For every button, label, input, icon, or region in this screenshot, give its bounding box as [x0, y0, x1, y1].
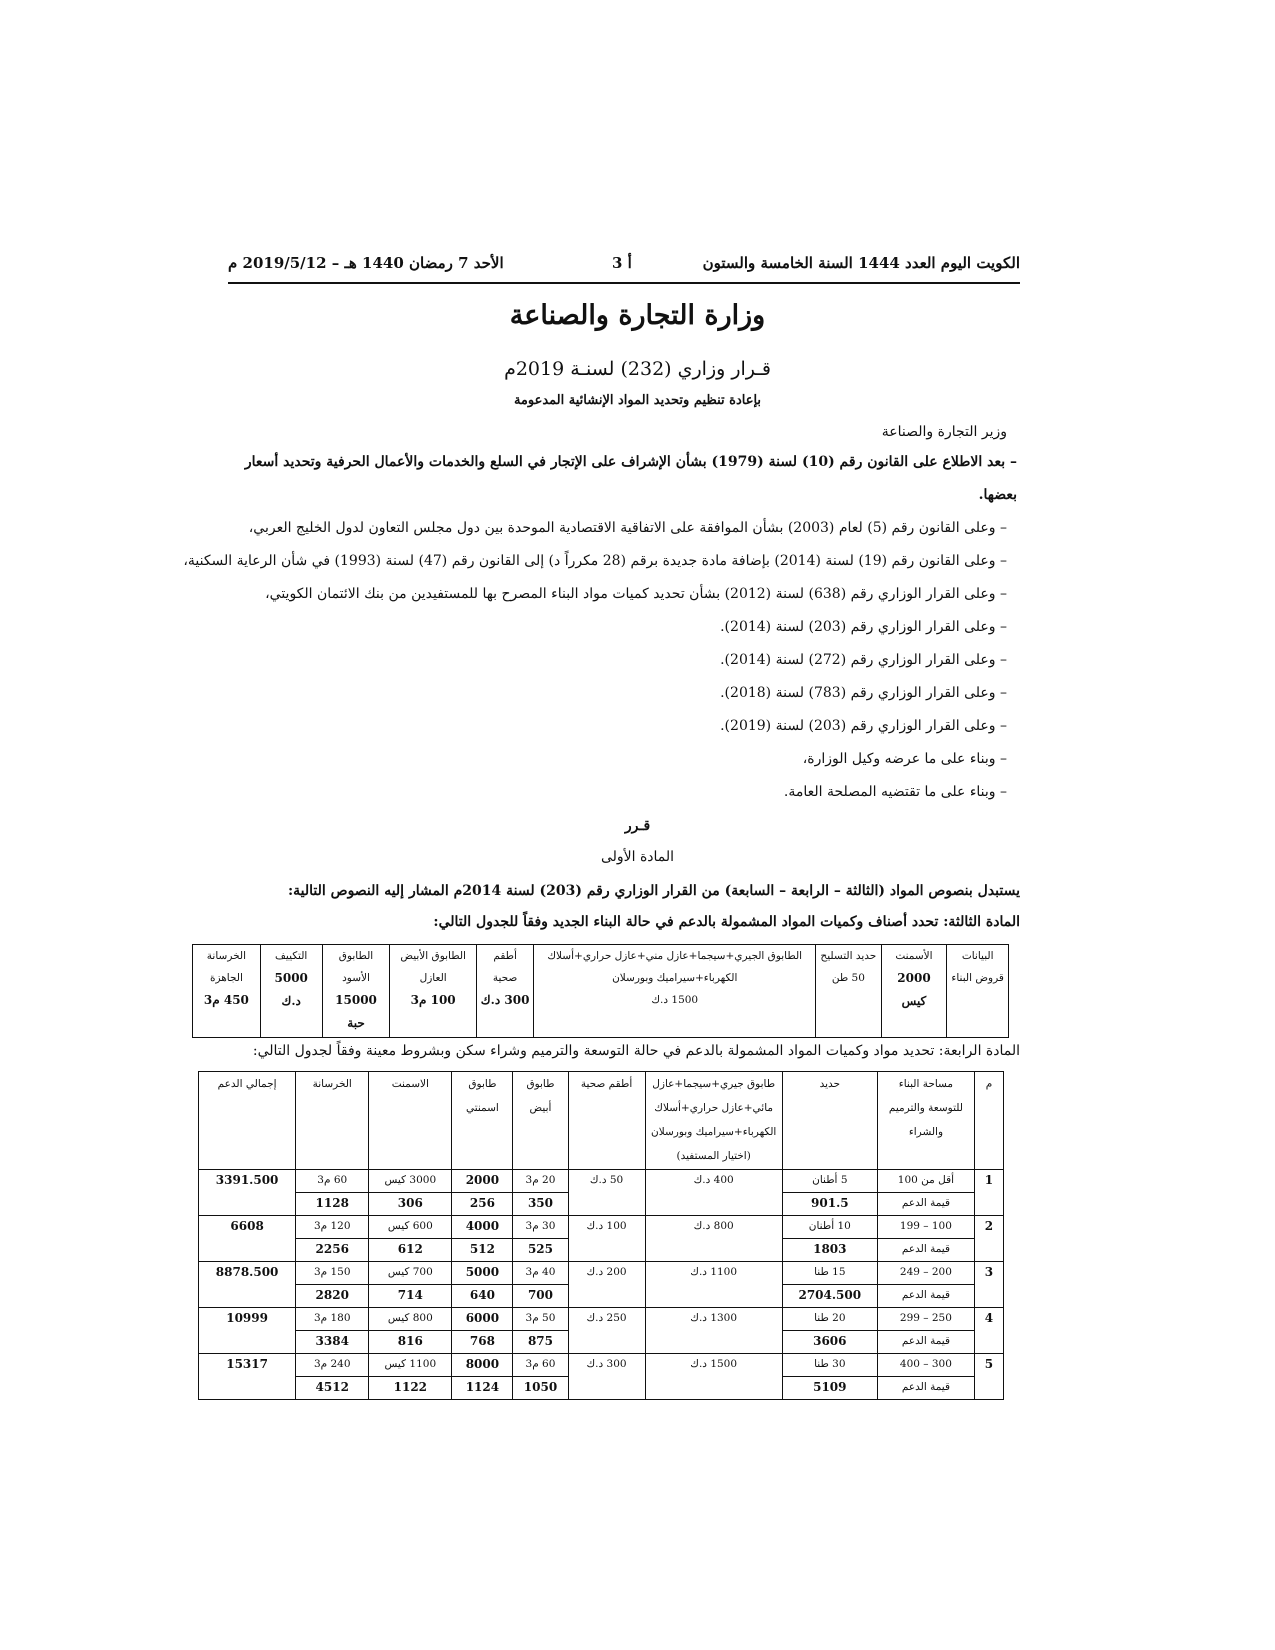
iron-value: 5109 — [782, 1377, 877, 1400]
area-cell: 200 – 249 — [877, 1262, 974, 1285]
concrete-value: 2820 — [296, 1285, 369, 1308]
total-cell: 15317 — [199, 1354, 296, 1400]
preamble-item: – بعد الاطلاع على القانون رقم (10) لسنة (1979) بشأن الإشراف على الإتجار في السلع والخدمات والأعمال الحرفية وتحديد أسعار بعضها. — [244, 454, 1017, 503]
preamble-item: – وعلى القانون رقم (19) لسنة (2014) بإضافة مادة جديدة برقم (28 مكرراً د) إلى القانون رقم (47) لسنة (1993) في شأن الرعاية السكنية، — [183, 553, 1007, 569]
white-brick-cell: 50 م3 — [513, 1308, 568, 1331]
preamble-item: – وبناء على ما عرضه وكيل الوزارة، — [802, 751, 1007, 767]
col-value: 450 م3 — [203, 993, 249, 1007]
table-row — [199, 1354, 1004, 1377]
white-brick-cell: 30 م3 — [513, 1216, 568, 1239]
total-cell: 3391.500 — [199, 1170, 296, 1216]
white-brick-cell: 40 م3 — [513, 1262, 568, 1285]
white-brick-cell: 60 م3 — [513, 1354, 568, 1377]
brick-mix-cell: 800 د.ك — [645, 1216, 782, 1262]
support-label: قيمة الدعم — [877, 1285, 974, 1308]
area-cell: 100 – 199 — [877, 1216, 974, 1239]
col-head: الطابوق الأبيض العازل — [400, 950, 466, 984]
row-number: 3 — [974, 1262, 1003, 1308]
iron-cell: 30 طنا — [782, 1354, 877, 1377]
cement-brick-value: 768 — [452, 1331, 513, 1354]
support-label: قيمة الدعم — [877, 1239, 974, 1262]
header-cell: طابوق جيري+سيجما+عازل مائي+عازل حراري+أسلاك الكهرباء+سيراميك وبورسلان (اختيار المستفيد) — [645, 1072, 782, 1170]
white-value: 350 — [513, 1193, 568, 1216]
article-three-text: المادة الثالثة: تحدد أصناف وكميات المواد المشمولة بالدعم في حالة البناء الجديد وفقاً للجدول التالي: — [433, 914, 1020, 930]
cement-cell: 800 كيس — [369, 1308, 452, 1331]
iron-cell: 15 طنا — [782, 1262, 877, 1285]
row-number: 2 — [974, 1216, 1003, 1262]
row-number: 1 — [974, 1170, 1003, 1216]
preamble-item: – وعلى القرار الوزاري رقم (272) لسنة (2014). — [720, 652, 1007, 668]
cement-cell: 1100 كيس — [369, 1354, 452, 1377]
sanitary-cell: 300 د.ك — [568, 1354, 645, 1400]
preamble-item: – وعلى القرار الوزاري رقم (783) لسنة (2018). — [720, 685, 1007, 701]
cement-brick-cell: 2000 — [452, 1170, 513, 1193]
cement-value: 1122 — [369, 1377, 452, 1400]
cement-brick-value: 512 — [452, 1239, 513, 1262]
sanitary-cell: 50 د.ك — [568, 1170, 645, 1216]
cement-value: 714 — [369, 1285, 452, 1308]
col-value: 300 د.ك — [480, 993, 530, 1007]
white-value: 700 — [513, 1285, 568, 1308]
concrete-cell: 240 م3 — [296, 1354, 369, 1377]
header-cell: مساحة البناء للتوسعة والترميم والشراء — [877, 1072, 974, 1170]
header-cell: حديد — [782, 1072, 877, 1170]
support-label: قيمة الدعم — [877, 1331, 974, 1354]
total-cell: 10999 — [199, 1308, 296, 1354]
header-cell: أطقم صحية — [568, 1072, 645, 1170]
col-head: الطابوق الأسود — [338, 950, 374, 984]
table-row — [199, 1170, 1004, 1193]
col-value: 1500 د.ك — [651, 994, 699, 1006]
iron-cell: 10 أطنان — [782, 1216, 877, 1239]
article-four-text: المادة الرابعة: تحديد مواد وكميات المواد المشمولة بالدعم في حالة التوسعة والترميم وشراء سكن وبشروط معينة وفقاً لجدول التالي: — [252, 1043, 1020, 1059]
iron-cell: 5 أطنان — [782, 1170, 877, 1193]
cement-cell: 3000 كيس — [369, 1170, 452, 1193]
preamble-item: – وعلى القانون رقم (5) لعام (2003) بشأن الموافقة على الاتفاقية الاقتصادية الموحدة بين دول مجلس التعاون لدول الخليج العربي، — [248, 520, 1007, 536]
concrete-value: 3384 — [296, 1331, 369, 1354]
minister-line: وزير التجارة والصناعة — [881, 424, 1007, 440]
cement-brick-value: 640 — [452, 1285, 513, 1308]
concrete-cell: 120 م3 — [296, 1216, 369, 1239]
col-value: 15000 حبة — [335, 993, 377, 1030]
row-number: 4 — [974, 1308, 1003, 1354]
issue-date: الأحد 7 رمضان 1440 هـ – 2019/5/12 م — [228, 254, 504, 272]
header-cell: الاسمنت — [369, 1072, 452, 1170]
col-head: الخرسانة الجاهزة — [206, 950, 247, 984]
col-head: التكييف — [275, 950, 308, 962]
col-head: الطابوق الجيري+سيجما+عازل مني+عازل حراري+أسلاك الكهرباء+سيراميك وبورسلان — [547, 950, 803, 984]
total-cell: 6608 — [199, 1216, 296, 1262]
article-one-text: يستبدل بنصوص المواد (الثالثة – الرابعة – السابعة) من القرار الوزاري رقم (203) لسنة 2014م المشار إليه النصوص التالية: — [287, 883, 1020, 899]
brick-mix-cell: 1100 د.ك — [645, 1262, 782, 1308]
col-value: 100 م3 — [410, 993, 456, 1007]
iron-cell: 20 طنا — [782, 1308, 877, 1331]
brick-mix-cell: 1300 د.ك — [645, 1308, 782, 1354]
col-value: 2000 كيس — [897, 971, 931, 1008]
support-label: قيمة الدعم — [877, 1377, 974, 1400]
page-header — [228, 248, 1020, 284]
header-cell: طابوق اسمنتي — [452, 1072, 513, 1170]
table-row — [199, 1262, 1004, 1285]
expansion-support-table — [198, 1071, 1004, 1400]
sanitary-cell: 100 د.ك — [568, 1216, 645, 1262]
white-value: 875 — [513, 1331, 568, 1354]
iron-value: 901.5 — [782, 1193, 877, 1216]
cement-brick-value: 1124 — [452, 1377, 513, 1400]
header-cell: م — [974, 1072, 1003, 1170]
preamble-item: – وبناء على ما تقتضيه المصلحة العامة. — [783, 784, 1007, 800]
sanitary-cell: 200 د.ك — [568, 1262, 645, 1308]
cement-value: 306 — [369, 1193, 452, 1216]
cement-brick-cell: 8000 — [452, 1354, 513, 1377]
preamble-item: – وعلى القرار الوزاري رقم (203) لسنة (2019). — [720, 718, 1007, 734]
table-row — [199, 1216, 1004, 1239]
col-value: 50 طن — [831, 972, 865, 984]
brick-mix-cell: 1500 د.ك — [645, 1354, 782, 1400]
white-value: 1050 — [513, 1377, 568, 1400]
article-one-heading: المادة الأولى — [600, 849, 675, 865]
cement-brick-cell: 5000 — [452, 1262, 513, 1285]
decree-title: قـرار وزاري (232) لسنـة 2019م — [504, 358, 771, 380]
preamble-item: – وعلى القرار الوزاري رقم (638) لسنة (2012) بشأن تحديد كميات مواد البناء المصرح بها للمستفيدين من بنك الائتمان الكويتي، — [265, 586, 1007, 602]
header-cell: الخرسانة — [296, 1072, 369, 1170]
brick-mix-cell: 400 د.ك — [645, 1170, 782, 1216]
concrete-cell: 150 م3 — [296, 1262, 369, 1285]
new-construction-table — [192, 944, 1009, 1038]
area-cell: 300 – 400 — [877, 1354, 974, 1377]
row-number: 5 — [974, 1354, 1003, 1400]
table-row — [199, 1308, 1004, 1331]
concrete-cell: 60 م3 — [296, 1170, 369, 1193]
support-label: قيمة الدعم — [877, 1193, 974, 1216]
col-value: قروض البناء — [951, 972, 1004, 984]
cement-brick-cell: 4000 — [452, 1216, 513, 1239]
iron-value: 1803 — [782, 1239, 877, 1262]
col-head: الأسمنت — [895, 950, 933, 962]
concrete-cell: 180 م3 — [296, 1308, 369, 1331]
col-head: حديد التسليح — [820, 950, 877, 962]
decree-subject: بإعادة تنظيم وتحديد المواد الإنشائية المدعومة — [513, 393, 762, 408]
cement-value: 816 — [369, 1331, 452, 1354]
col-value: 5000 د.ك — [274, 971, 308, 1008]
cement-value: 612 — [369, 1239, 452, 1262]
preamble-item: – وعلى القرار الوزاري رقم (203) لسنة (2014). — [720, 619, 1007, 635]
header-cell: إجمالي الدعم — [199, 1072, 296, 1170]
white-brick-cell: 20 م3 — [513, 1170, 568, 1193]
sanitary-cell: 250 د.ك — [568, 1308, 645, 1354]
gazette-issue: الكويت اليوم العدد 1444 السنة الخامسة والستون — [702, 254, 1020, 272]
concrete-value: 2256 — [296, 1239, 369, 1262]
area-cell: أقل من 100 — [877, 1170, 974, 1193]
col-head: أطقم صحية — [492, 950, 518, 984]
white-value: 525 — [513, 1239, 568, 1262]
cement-brick-cell: 6000 — [452, 1308, 513, 1331]
concrete-value: 4512 — [296, 1377, 369, 1400]
cement-cell: 600 كيس — [369, 1216, 452, 1239]
ministry-title: وزارة التجارة والصناعة — [509, 300, 766, 331]
cement-brick-value: 256 — [452, 1193, 513, 1216]
page-number: أ 3 — [612, 254, 632, 272]
iron-value: 2704.500 — [782, 1285, 877, 1308]
total-cell: 8878.500 — [199, 1262, 296, 1308]
iron-value: 3606 — [782, 1331, 877, 1354]
col-head: البيانات — [961, 950, 994, 962]
concrete-value: 1128 — [296, 1193, 369, 1216]
area-cell: 250 – 299 — [877, 1308, 974, 1331]
decides-heading: قـرر — [624, 818, 651, 834]
header-cell: طابوق أبيض — [513, 1072, 568, 1170]
cement-cell: 700 كيس — [369, 1262, 452, 1285]
